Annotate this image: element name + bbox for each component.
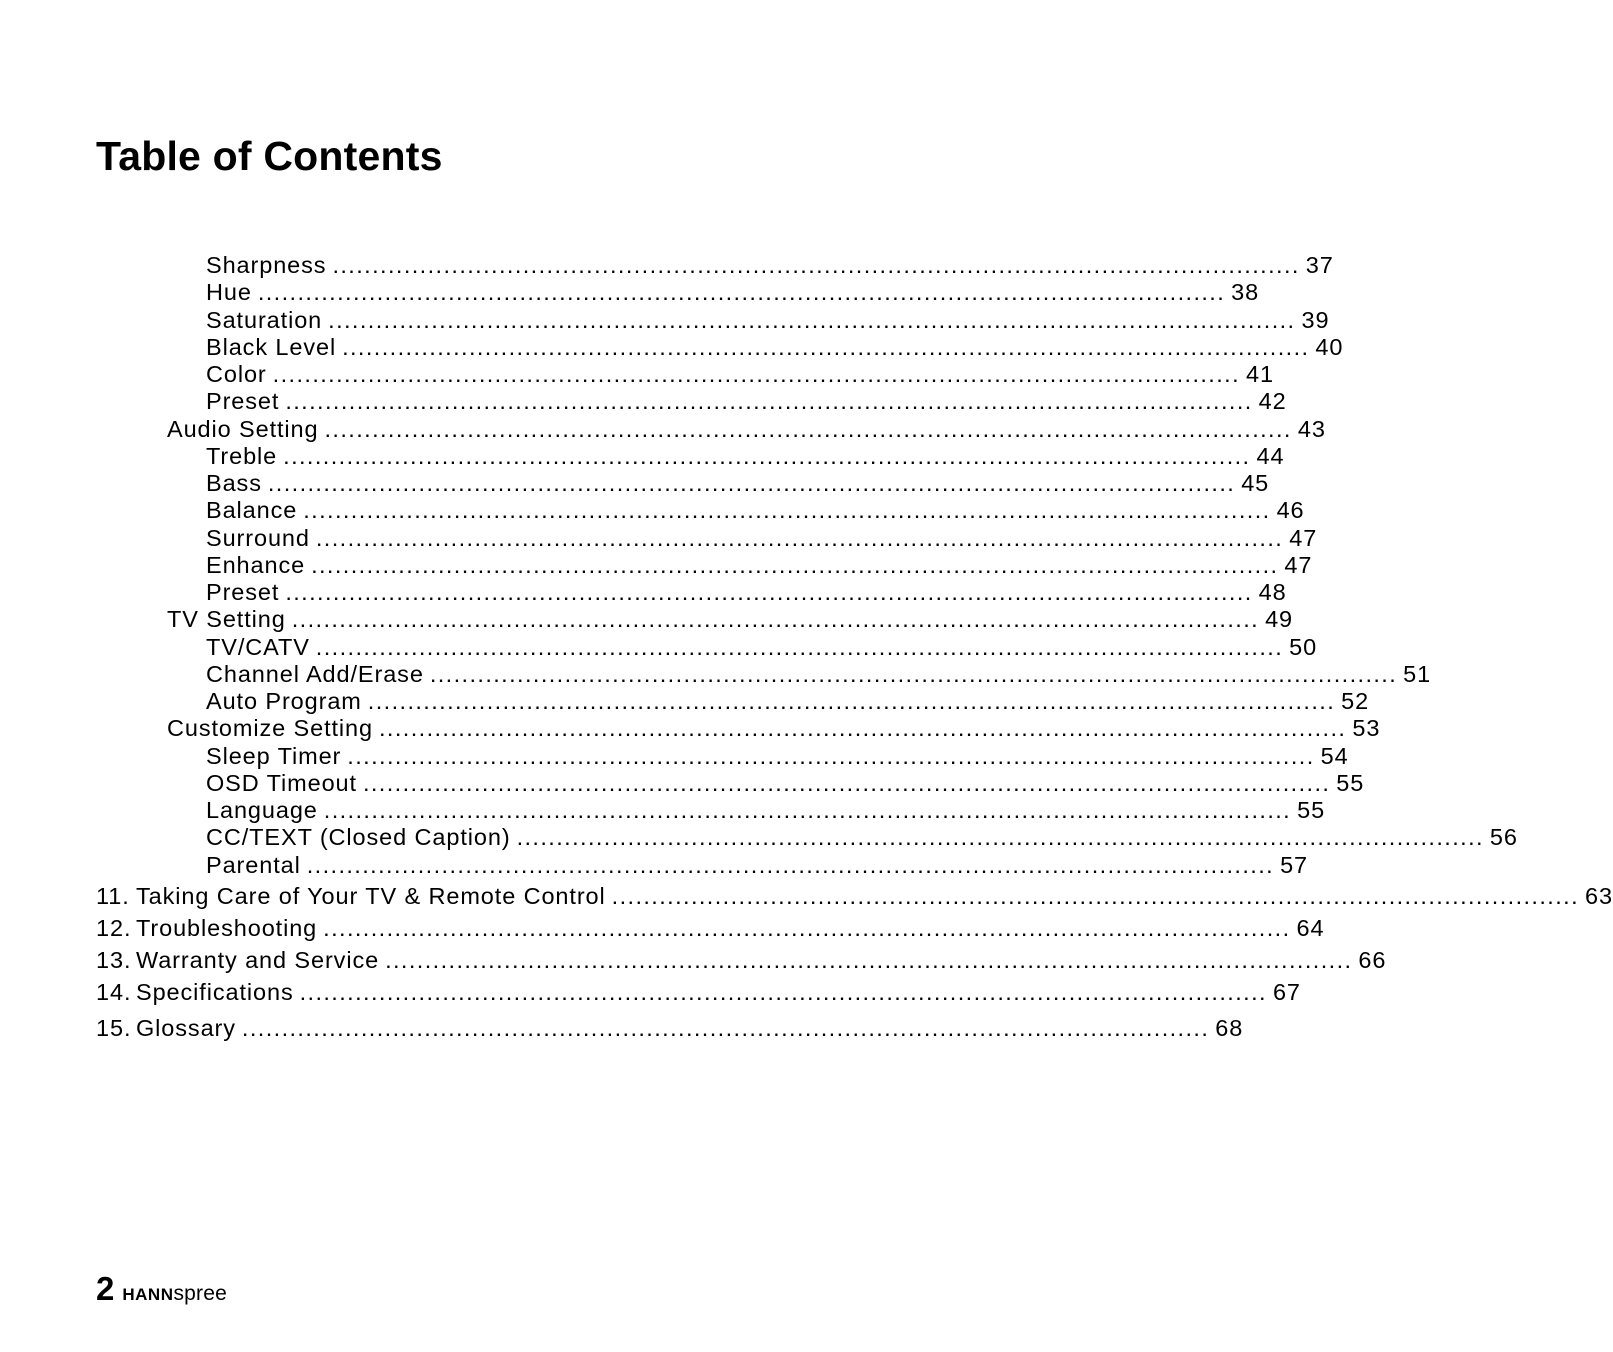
toc-entry-label: Bass xyxy=(206,470,262,496)
toc-entry-page: 57 xyxy=(1280,852,1309,878)
toc-entry-cc-text[interactable] xyxy=(206,823,1518,851)
brand-logo-light: spree xyxy=(173,1282,227,1305)
dot-leader: .......................................................................................................................... xyxy=(315,525,1284,551)
dot-leader: .......................................................................................................................... xyxy=(315,634,1284,660)
toc-entry-channel-add-erase[interactable] xyxy=(206,660,1432,688)
page-number: 2 xyxy=(96,1270,115,1307)
toc-entry-page: 56 xyxy=(1489,824,1518,850)
toc-entry-label: Glossary xyxy=(136,1015,236,1041)
dot-leader: .......................................................................................................................... xyxy=(283,443,1251,469)
dot-leader: .......................................................................................................................... xyxy=(429,661,1398,687)
toc-entry-label: Channel Add/Erase xyxy=(206,661,424,687)
page-title: Table of Contents xyxy=(96,133,443,179)
toc-entry-preset-audio[interactable] xyxy=(206,578,1287,606)
toc-entry-label: Audio Setting xyxy=(167,416,319,442)
dot-leader: .......................................................................................................................... xyxy=(272,361,1241,387)
toc-entry-page: 47 xyxy=(1284,552,1313,578)
toc-entry-warranty[interactable] xyxy=(96,946,1387,974)
toc-entry-page: 37 xyxy=(1305,252,1334,278)
toc-entry-page: 46 xyxy=(1276,497,1305,523)
toc-entry-page: 42 xyxy=(1258,388,1287,414)
toc-entry-number: 15. xyxy=(96,1015,132,1041)
toc-entry-page: 48 xyxy=(1258,579,1287,605)
toc-entry-sleep-timer[interactable] xyxy=(206,742,1349,770)
toc-entry-page: 50 xyxy=(1289,634,1318,660)
toc-entry-page: 66 xyxy=(1358,947,1387,973)
dot-leader: .......................................................................................................................... xyxy=(379,715,1347,741)
toc-entry-label: Preset xyxy=(206,579,280,605)
toc-entry-specifications[interactable] xyxy=(96,978,1301,1006)
dot-leader: .......................................................................................................................... xyxy=(285,579,1253,605)
toc-entry-label: Hue xyxy=(206,279,252,305)
toc-entry-page: 49 xyxy=(1265,606,1294,632)
dot-leader: .......................................................................................................................... xyxy=(323,915,1291,941)
toc-entry-page: 47 xyxy=(1289,525,1318,551)
toc-entry-label: Balance xyxy=(206,497,298,523)
toc-entry-preset[interactable] xyxy=(206,387,1287,415)
toc-entry-label: Auto Program xyxy=(206,688,362,714)
dot-leader: .......................................................................................................................... xyxy=(303,497,1271,523)
toc-entry-page: 67 xyxy=(1272,979,1301,1005)
toc-entry-label: Black Level xyxy=(206,334,337,360)
toc-entry-page: 55 xyxy=(1336,770,1365,796)
dot-leader: .......................................................................................................................... xyxy=(328,307,1296,333)
toc-entry-customize-setting[interactable] xyxy=(167,714,1381,742)
toc-entry-page: 68 xyxy=(1215,1015,1244,1041)
toc-entry-osd-timeout[interactable] xyxy=(206,769,1365,797)
toc-entry-label: Enhance xyxy=(206,552,306,578)
dot-leader: .......................................................................................................................... xyxy=(291,606,1260,632)
dot-leader: .......................................................................................................................... xyxy=(267,470,1236,496)
dot-leader: .......................................................................................................................... xyxy=(285,388,1253,414)
toc-entry-audio-setting[interactable] xyxy=(167,415,1326,443)
dot-leader: .......................................................................................................................... xyxy=(385,947,1353,973)
brand-logo-bold: HANN xyxy=(122,1285,174,1304)
page-footer xyxy=(96,1272,227,1305)
toc-entry-troubleshooting[interactable] xyxy=(96,914,1325,942)
toc-entry-parental[interactable] xyxy=(206,851,1309,879)
toc-entry-balance[interactable] xyxy=(206,496,1305,524)
toc-entry-bass[interactable] xyxy=(206,469,1270,497)
toc-entry-label: Color xyxy=(206,361,267,387)
toc-entry-glossary[interactable] xyxy=(96,1014,1244,1042)
toc-entry-label: Troubleshooting xyxy=(136,915,318,941)
toc-entry-label: Taking Care of Your TV & Remote Control xyxy=(136,883,606,909)
toc-entry-label: TV/CATV xyxy=(206,634,310,660)
toc-entry-color[interactable] xyxy=(206,360,1274,388)
toc-entry-number: 12. xyxy=(96,915,132,941)
toc-entry-tv-setting[interactable] xyxy=(167,605,1294,633)
toc-entry-page: 54 xyxy=(1320,743,1349,769)
toc-entry-page: 44 xyxy=(1256,443,1285,469)
dot-leader: .......................................................................................................................... xyxy=(367,688,1336,714)
toc-entry-label: TV Setting xyxy=(167,606,286,632)
toc-entry-page: 40 xyxy=(1315,334,1344,360)
toc-entry-label: Warranty and Service xyxy=(136,947,380,973)
toc-entry-page: 41 xyxy=(1246,361,1274,387)
dot-leader: .......................................................................................................................... xyxy=(311,552,1279,578)
toc-entry-tv-catv[interactable] xyxy=(206,633,1318,661)
toc-entry-page: 51 xyxy=(1403,661,1432,687)
dot-leader: .......................................................................................................................... xyxy=(516,824,1484,850)
dot-leader: .......................................................................................................................... xyxy=(332,252,1300,278)
toc-entry-label: Customize Setting xyxy=(167,715,373,741)
toc-entry-saturation[interactable] xyxy=(206,306,1330,334)
toc-entry-hue[interactable] xyxy=(206,278,1260,306)
toc-entry-number: 13. xyxy=(96,947,132,973)
toc-entry-page: 43 xyxy=(1297,416,1326,442)
dot-leader: .......................................................................................................................... xyxy=(347,743,1315,769)
toc-entry-sharpness[interactable] xyxy=(206,251,1334,279)
toc-entry-page: 45 xyxy=(1241,470,1270,496)
toc-entry-number: 14. xyxy=(96,979,132,1005)
toc-entry-label: Parental xyxy=(206,852,301,878)
dot-leader: .......................................................................................................................... xyxy=(362,770,1331,796)
toc-entry-number: 11. xyxy=(96,883,130,909)
toc-entry-label: Saturation xyxy=(206,307,323,333)
dot-leader: .......................................................................................................................... xyxy=(257,279,1226,305)
toc-entry-label: CC/TEXT (Closed Caption) xyxy=(206,824,511,850)
toc-entry-auto-program[interactable] xyxy=(206,687,1370,715)
dot-leader: .......................................................................................................................... xyxy=(324,416,1292,442)
toc-entry-label: Preset xyxy=(206,388,280,414)
dot-leader: .......................................................................................................................... xyxy=(306,852,1275,878)
dot-leader: .......................................................................................................................... xyxy=(241,1015,1210,1041)
toc-entry-page: 52 xyxy=(1341,688,1370,714)
toc-entry-label: Surround xyxy=(206,525,310,551)
toc-entry-label: Sleep Timer xyxy=(206,743,342,769)
toc-entry-page: 39 xyxy=(1301,307,1330,333)
toc-entry-surround[interactable] xyxy=(206,524,1318,552)
toc-entry-label: Language xyxy=(206,797,318,823)
toc-entry-label: Sharpness xyxy=(206,252,327,278)
toc-entry-page: 64 xyxy=(1296,915,1325,941)
toc-entry-page: 53 xyxy=(1352,715,1381,741)
toc-entry-page: 63 xyxy=(1585,883,1613,909)
toc-entry-page: 55 xyxy=(1297,797,1326,823)
dot-leader: .......................................................................................................................... xyxy=(611,883,1579,909)
brand-logo xyxy=(122,1283,227,1304)
dot-leader: .......................................................................................................................... xyxy=(323,797,1292,823)
toc-entry-taking-care[interactable] xyxy=(96,882,1613,910)
toc-entry-label: Treble xyxy=(206,443,278,469)
toc-entry-treble[interactable] xyxy=(206,442,1285,470)
toc-entry-black-level[interactable] xyxy=(206,333,1344,361)
toc-entry-page: 38 xyxy=(1231,279,1260,305)
toc-entry-label: Specifications xyxy=(136,979,294,1005)
dot-leader: .......................................................................................................................... xyxy=(299,979,1267,1005)
toc-entry-language[interactable] xyxy=(206,796,1326,824)
toc-entry-label: OSD Timeout xyxy=(206,770,357,796)
toc-entry-enhance[interactable] xyxy=(206,551,1313,579)
dot-leader: .......................................................................................................................... xyxy=(342,334,1310,360)
